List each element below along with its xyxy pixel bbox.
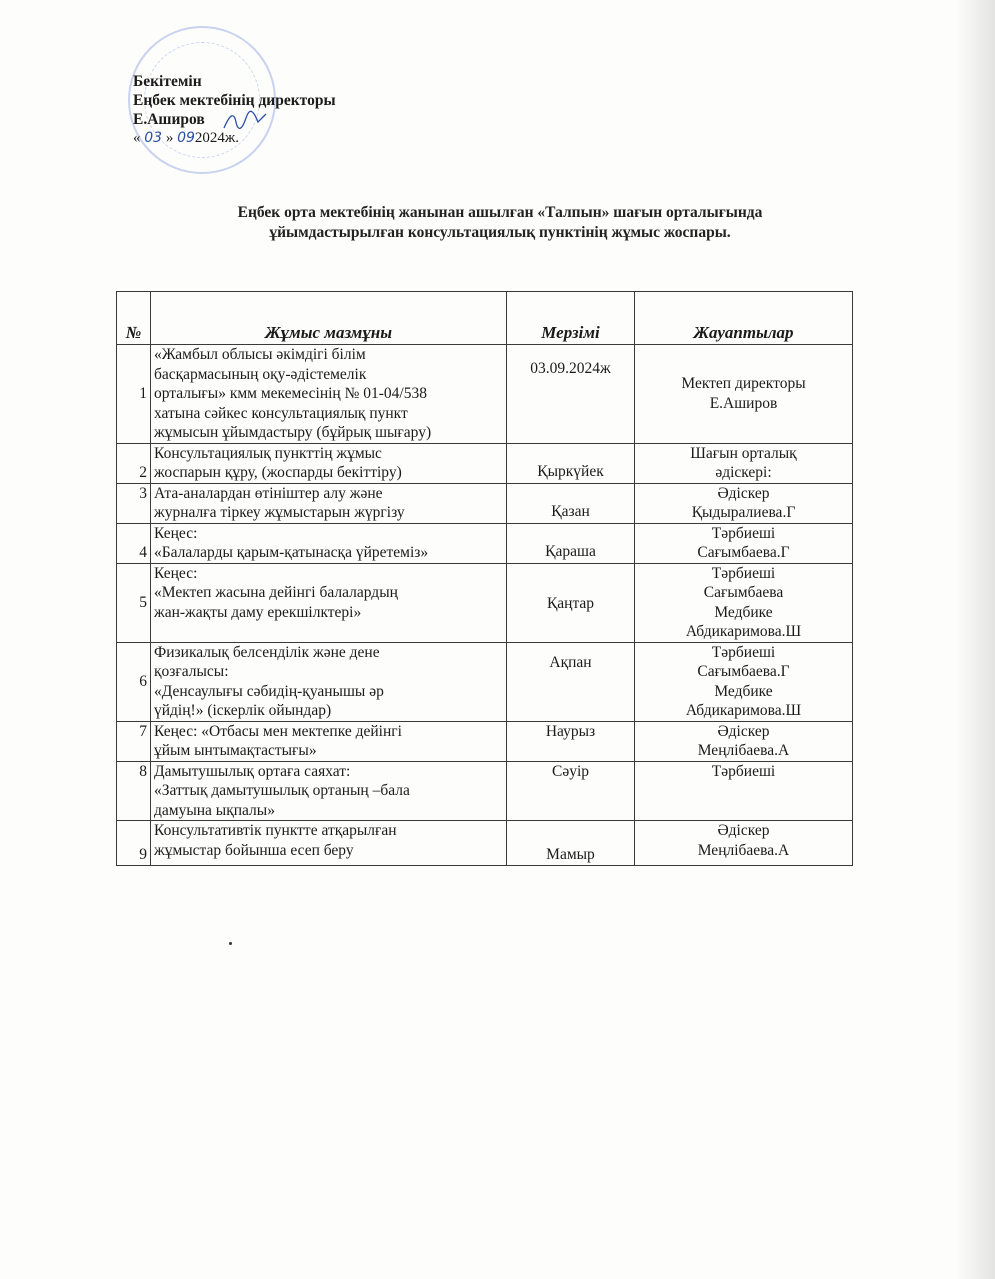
content-line: «Жамбыл облысы әкімдігі білім [154, 346, 366, 363]
header-no: № [117, 292, 151, 345]
row-number: 9 [117, 821, 151, 866]
row-term: Наурыз [507, 721, 635, 761]
table-row [117, 483, 853, 523]
responsible-line: Әдіскер [717, 822, 770, 839]
responsible-line: Шағын орталық [690, 444, 797, 462]
row-content [151, 821, 507, 866]
row-content [151, 563, 507, 642]
content-line: жоспарын құру, (жоспарды бекіттіру) [154, 464, 402, 481]
responsible-line: Мектеп директоры [681, 375, 806, 393]
responsible-line: Медбике [714, 603, 773, 621]
responsible-line: Тәрбиеші [711, 564, 776, 582]
table-row [117, 563, 853, 642]
row-term: Сәуір [507, 761, 635, 821]
date-open-quote: « [133, 130, 141, 146]
row-content [151, 523, 507, 563]
title-line-1: Еңбек орта мектебінің жанынан ашылған «Талпын» шағын орталығында [237, 204, 763, 221]
row-number: 1 [117, 345, 151, 444]
responsible-line: Е.Аширов [709, 394, 778, 412]
content-line: басқармасының оқу-әдістемелік [154, 365, 367, 383]
row-number: 4 [117, 523, 151, 563]
content-line: Кеңес: [154, 524, 198, 542]
content-line: Кеңес: «Отбасы мен мектепке дейінгі [154, 722, 402, 740]
row-responsible [635, 563, 853, 642]
responsible-line: Сағымбаева.Г [697, 544, 790, 561]
content-line: орталығы» кмм мекемесінің № 01-04/538 [154, 385, 427, 402]
approval-name: Е.Аширов [133, 111, 205, 128]
table-row [117, 443, 853, 483]
date-close-quote: » [165, 130, 174, 146]
content-line: Физикалық белсенділік және дене [154, 643, 380, 661]
row-term: Мамыр [507, 821, 635, 866]
row-content [151, 443, 507, 483]
date-day: 03 [144, 130, 163, 146]
title-line-2: ұйымдастырылған консультациялық пунктінің жұмыс жоспары. [269, 224, 731, 241]
content-line: Ата-аналардан өтініштер алу және [154, 484, 383, 502]
row-term: Қыркүйек [507, 443, 635, 483]
responsible-line: Меңлібаева.А [697, 742, 790, 759]
content-line: Дамытушылық ортаға саяхат: [154, 762, 351, 780]
row-responsible [635, 345, 853, 444]
header-content: Жұмыс мазмұны [151, 292, 507, 345]
row-number: 3 [117, 483, 151, 523]
document-title [120, 203, 880, 243]
responsible-line: әдіскері: [715, 464, 772, 481]
table-row [117, 821, 853, 866]
row-responsible [635, 443, 853, 483]
row-content [151, 721, 507, 761]
table-row [117, 642, 853, 721]
content-line: жұмыстар бойынша есеп беру [154, 841, 354, 859]
row-term: Ақпан [507, 642, 635, 721]
content-line: ұйым ынтымақтастығы» [154, 742, 317, 759]
content-line: журналға тіркеу жұмыстарын жүргізу [154, 504, 405, 521]
responsible-line: Абдикаримова.Ш [685, 702, 802, 719]
signature-mark [220, 108, 270, 134]
content-line: «Балаларды қарым-қатынасқа үйретеміз» [154, 544, 429, 561]
responsible-line: Тәрбиеші [711, 524, 776, 542]
date-month: 09 [177, 130, 195, 146]
content-line: «Заттық дамытушылық ортаның –бала [154, 782, 410, 799]
row-number: 5 [117, 563, 151, 642]
row-term: 03.09.2024ж [507, 345, 635, 444]
table-row [117, 721, 853, 761]
responsible-line: Абдикаримова.Ш [685, 623, 802, 640]
row-responsible [635, 642, 853, 721]
table-row [117, 761, 853, 821]
content-line: жұмысын ұйымдастыру (бұйрық шығару) [154, 424, 432, 441]
table-row [117, 345, 853, 444]
content-line: жан-жақты даму ерекшілктері» [154, 603, 362, 621]
responsible-line: Әдіскер [717, 722, 770, 740]
row-content [151, 483, 507, 523]
approval-heading: Бекітемін [133, 73, 202, 90]
responsible-line: Қыдыралиева.Г [691, 504, 796, 521]
table-header-row [117, 292, 853, 345]
content-line: «Мектеп жасына дейінгі балалардың [154, 584, 398, 601]
header-term: Мерзімі [507, 292, 635, 345]
row-term: Қазан [507, 483, 635, 523]
row-responsible [635, 721, 853, 761]
row-content [151, 345, 507, 444]
responsible-line: Әдіскер [717, 484, 770, 502]
content-line: үйдің!» (іскерлік ойындар) [154, 702, 332, 719]
stray-dot [229, 942, 232, 945]
content-line: Консультативтік пунктте атқарылған [154, 822, 397, 839]
table-row [117, 523, 853, 563]
content-line: дамуына ықпалы» [154, 801, 275, 819]
work-plan-table [116, 291, 853, 866]
table-body [117, 345, 853, 866]
row-number: 2 [117, 443, 151, 483]
responsible-line: Тәрбиеші [711, 643, 776, 661]
row-responsible [635, 761, 853, 821]
row-responsible [635, 821, 853, 866]
header-responsible: Жауаптылар [635, 292, 853, 345]
row-term: Қаңтар [507, 563, 635, 642]
page-edge-shadow [955, 0, 995, 1279]
row-responsible [635, 483, 853, 523]
responsible-line: Сағымбаева.Г [697, 663, 790, 680]
row-term: Қараша [507, 523, 635, 563]
approval-position: Еңбек мектебінің директоры [133, 92, 336, 109]
date-year: 2024ж. [194, 130, 240, 146]
content-line: хатына сәйкес консультациялық пункт [154, 404, 408, 422]
responsible-line: Тәрбиеші [711, 762, 776, 780]
row-number: 7 [117, 721, 151, 761]
content-line: Кеңес: [154, 564, 198, 582]
row-content [151, 642, 507, 721]
row-responsible [635, 523, 853, 563]
responsible-line: Медбике [714, 682, 773, 700]
responsible-line: Меңлібаева.А [697, 841, 790, 859]
content-line: «Денсаулығы сәбидің-қуанышы әр [154, 682, 384, 700]
row-number: 8 [117, 761, 151, 821]
responsible-line: Сағымбаева [703, 584, 784, 601]
row-content [151, 761, 507, 821]
content-line: қозғалысы: [154, 663, 229, 680]
row-number: 6 [117, 642, 151, 721]
content-line: Консультациялық пункттің жұмыс [154, 444, 382, 462]
